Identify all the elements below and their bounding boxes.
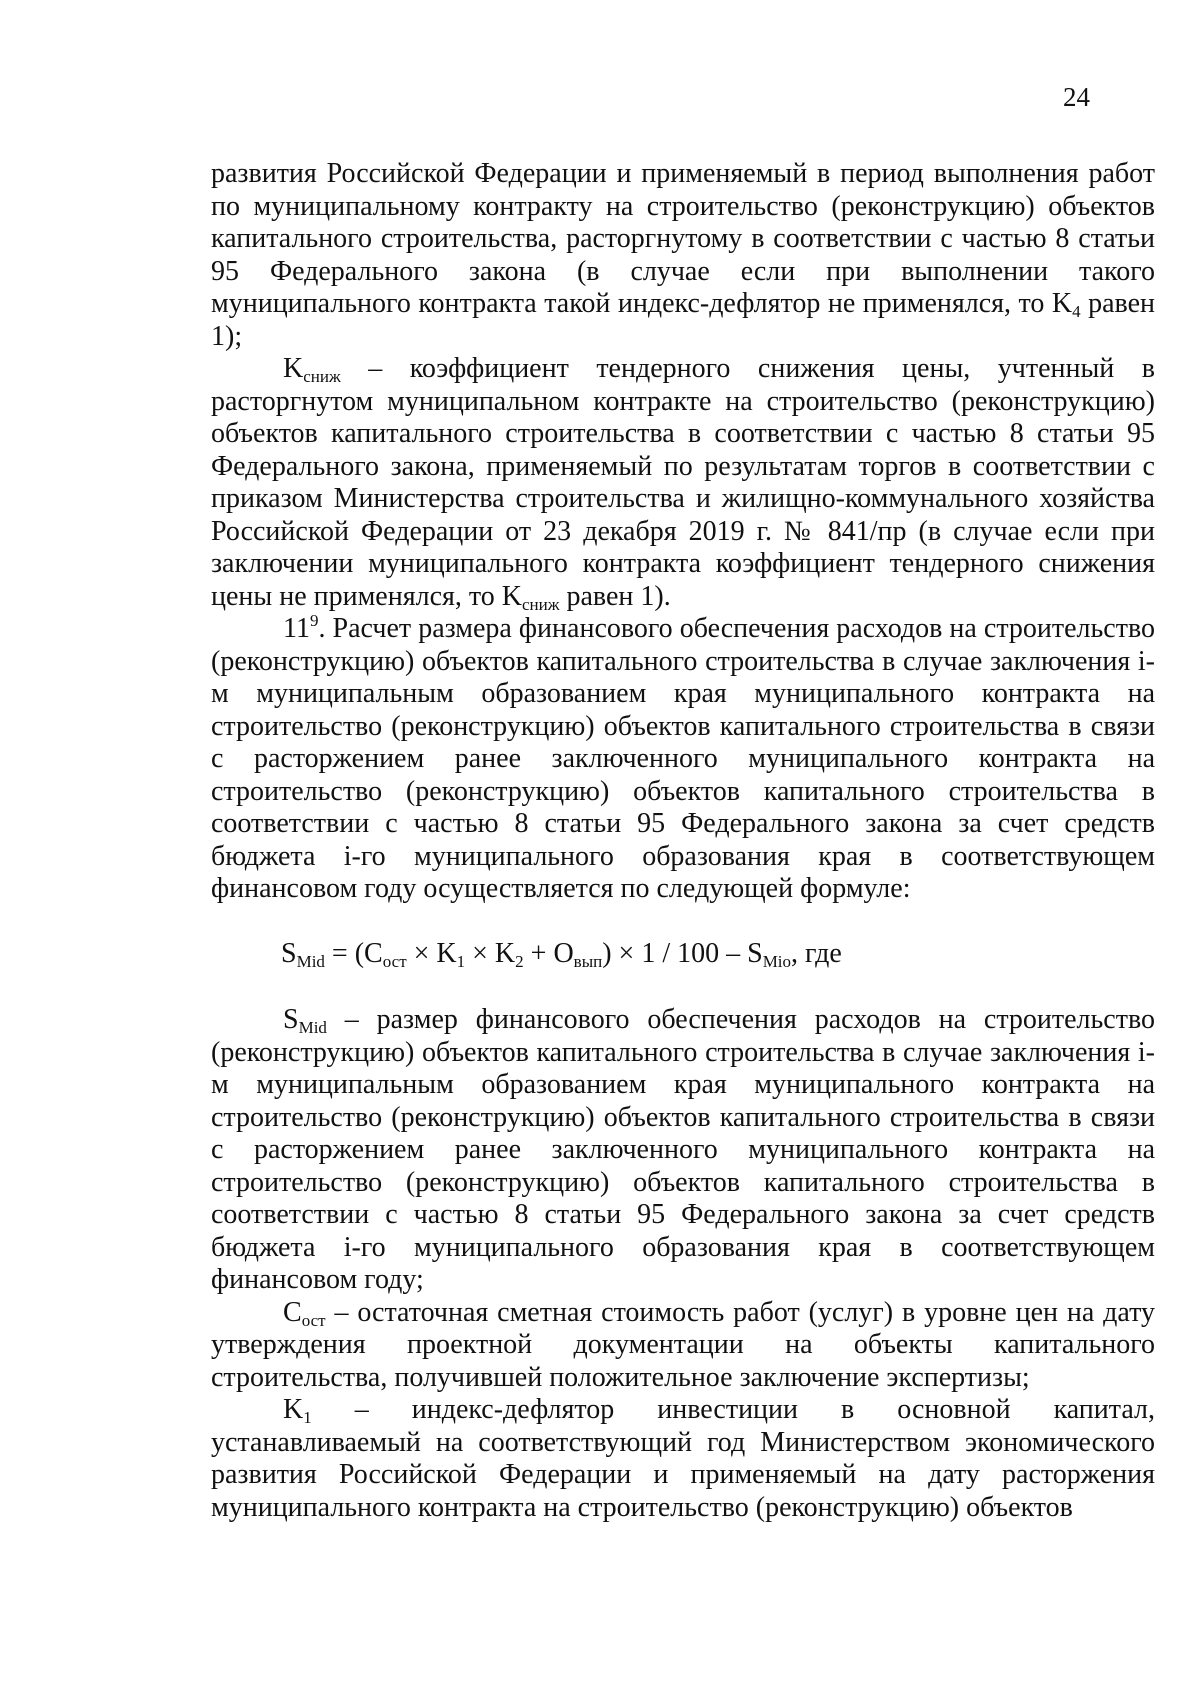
formula-text: × K xyxy=(406,937,457,969)
paragraph-text-end: равен 1); xyxy=(211,288,1155,352)
paragraph-ksnizh-definition xyxy=(211,353,1155,613)
paragraph-text-end: равен 1). xyxy=(559,580,671,612)
paragraph-text: – коэффициент тендерного снижения цены, учтенный в расторгнутом муниципальном контракте на строительство (реконструкцию) объектов капитального строительства в соответствии с частью 8 статьи 95 Федерального закона, применяемый по результатам торгов в соответствии с приказом Министерства строительства и жилищно-коммунального хозяйства Российской Федерации от 23 декабря 2019 г. № 841/пр (в случае если при заключении муниципального контракта коэффициент тендерного снижения цены не применялся, то K xyxy=(211,353,1155,612)
paragraph-smid-definition xyxy=(211,1004,1155,1297)
subscript: Mio xyxy=(762,951,792,971)
subscript: ост xyxy=(301,1310,326,1330)
paragraph-text: – индекс-дефлятор инвестиции в основной капитал, устанавливаемый на соответствующий год Министерством экономического развития Российской Федерации и применяемый на дату расторжения муниципального контракта на строительство (реконструкцию) объектов xyxy=(211,1394,1155,1523)
formula xyxy=(211,938,1155,971)
subscript: 4 xyxy=(1072,302,1081,321)
paragraph-section-11-9 xyxy=(211,613,1155,906)
subscript: ост xyxy=(382,951,407,971)
symbol: C xyxy=(283,1296,302,1328)
page-number: 24 xyxy=(1063,82,1090,112)
paragraph-k1-definition xyxy=(211,1394,1155,1524)
paragraph-text: – размер финансового обеспечения расходов на строительство (реконструкцию) объектов капитального строительства в случае заключения i-м муниципальным образованием края муниципального контракта на строительство (реконструкцию) объектов капитального строительства в связи с расторжением ранее заключенного муниципального контракта на строительство (реконструкцию) объектов капитального строительства в соответствии с частью 8 статьи 95 Федерального закона за счет средств бюджета i-го муниципального образования края в соответствующем финансовом году; xyxy=(211,1004,1155,1295)
superscript: 9 xyxy=(309,611,319,630)
formula-text: = (C xyxy=(324,937,383,969)
formula-text: + O xyxy=(523,937,574,969)
subscript: 2 xyxy=(515,951,524,971)
paragraph-text: – остаточная сметная стоимость работ (услуг) в уровне цен на дату утверждения проектной документации на объекты капитального строительства, получившей положительное заключение экспертизы; xyxy=(211,1296,1155,1393)
formula-text: ) × 1 / 100 – S xyxy=(602,937,763,969)
subscript: 1 xyxy=(456,951,466,971)
formula-text: × K xyxy=(465,937,516,969)
subscript: Mid xyxy=(298,1018,327,1037)
subscript: сниж xyxy=(521,594,560,614)
paragraph-text: . Расчет размера финансового обеспечения расходов на строительство (реконструкцию) объектов капитального строительства в случае заключения i-м муниципальным образованием края муниципального контракта на строительство (реконструкцию) объектов капитального строительства в связи с расторжением ранее заключенного муниципального контракта на строительство (реконструкцию) объектов капитального строительства в соответствии с частью 8 статьи 95 Федерального закона за счет средств бюджета i-го муниципального образования края в соответствующем финансовом году осуществляется по следующей формуле: xyxy=(211,613,1155,904)
symbol: K xyxy=(283,1394,304,1425)
subscript: сниж xyxy=(303,367,341,386)
symbol: K xyxy=(283,353,304,384)
document-body xyxy=(211,158,1155,1524)
paragraph-k4-continuation xyxy=(211,158,1155,353)
section-number: 11 xyxy=(283,613,310,644)
paragraph-cost-definition xyxy=(211,1297,1155,1395)
subscript: Mid xyxy=(296,951,325,971)
symbol: S xyxy=(283,1004,299,1035)
formula-symbol: S xyxy=(281,937,297,969)
subscript: вып xyxy=(573,951,603,971)
paragraph-text: развития Российской Федерации и применяемый в период выполнения работ по муниципальному контракту на строительство (реконструкцию) объектов капитального строительства, расторгнутому в соответствии с частью 8 статьи 95 Федерального закона (в случае если при выполнении такого муниципального контракта такой индекс-дефлятор не применялся, то K xyxy=(211,158,1155,319)
formula-text: , где xyxy=(791,937,842,969)
subscript: 1 xyxy=(303,1408,312,1427)
